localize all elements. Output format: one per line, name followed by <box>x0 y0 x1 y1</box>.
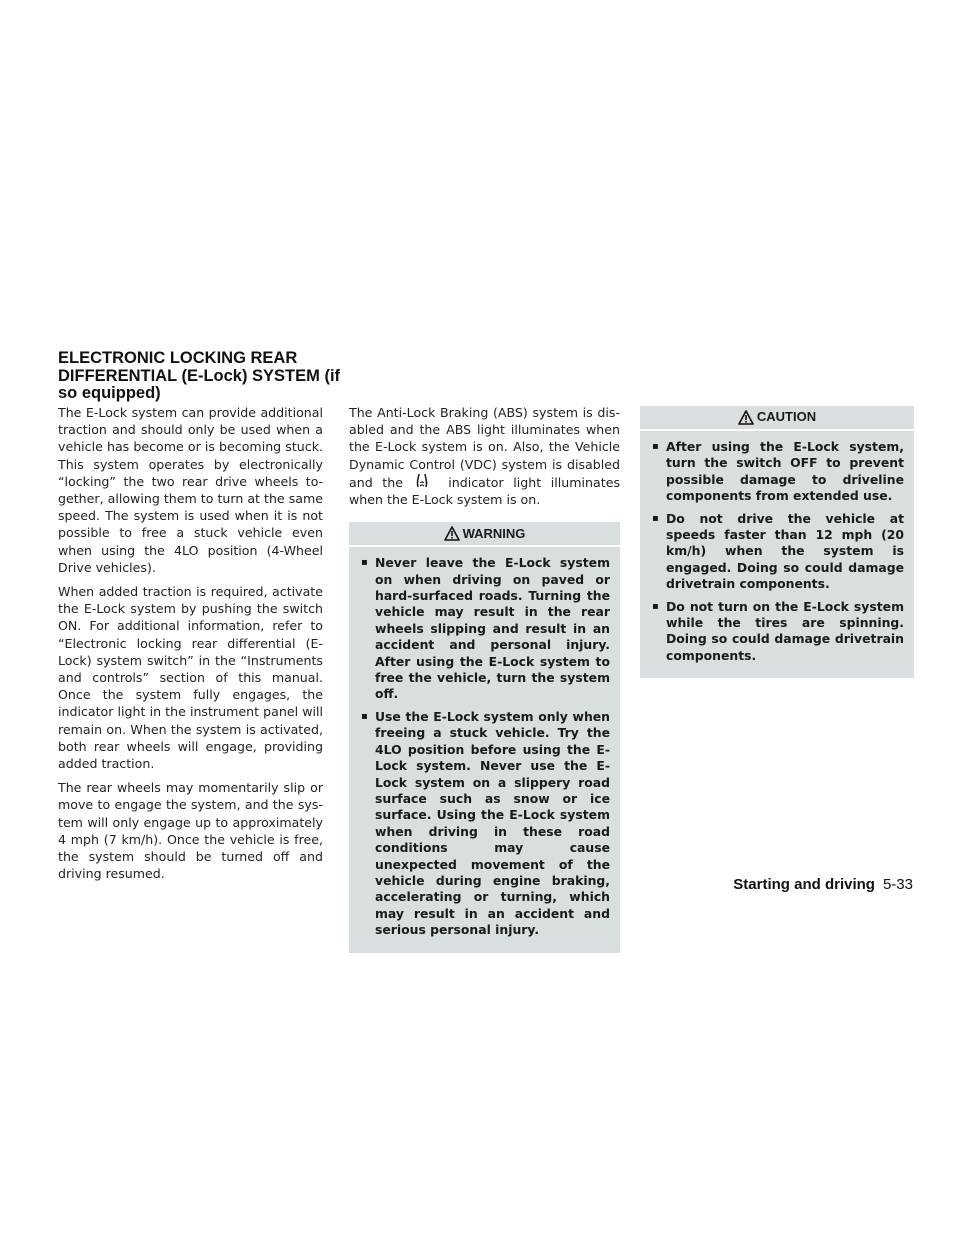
page-footer <box>733 876 913 893</box>
caution-icon <box>738 410 754 425</box>
footer-section-title: Starting and driving <box>733 876 875 893</box>
caution-box <box>640 406 914 678</box>
caution-item: ▪ Do not turn on the E-Lock system while the tires are spinning. Doing so could damage drivetrain components. <box>648 599 904 665</box>
column-right <box>640 406 914 678</box>
warning-icon <box>444 526 460 541</box>
warning-header <box>349 522 620 547</box>
paragraph-intro: The E-Lock system can provide additional traction and should only be used when a vehicle has become or is becoming stuck. This system operates by electronically “locking” the two rear drive wheels together, allowing them to turn at the same speed. The system is used when it is not possible to free a stuck vehicle even when using the 4LO position (4-Wheel Drive vehicles). <box>58 405 323 575</box>
column-left <box>58 404 323 889</box>
page-number: 5-33 <box>882 876 913 893</box>
caution-list <box>648 439 904 664</box>
paragraph-abs-vdc-end: indicator light illuminates when the E-Lock system is on. <box>349 474 620 508</box>
caution-title: CAUTION <box>756 409 817 425</box>
paragraph-wheel-slip: The rear wheels may momentarily slip or move to engage the system, and the system will only engage up to approximately 4 mph (7 km/h). Once the vehicle is free, the system should be turned off and driving resumed. <box>58 780 323 882</box>
warning-title: WARNING <box>462 525 526 541</box>
section-heading: ELECTRONIC LOCKING REAR DIFFERENTIAL (E-Lock) SYSTEM (if so equipped) <box>58 349 341 402</box>
paragraph-activation: When added traction is required, activate the E-Lock system by pushing the switch ON. For additional information, refer to “Electronic locking rear differential (E-Lock) system switch” in the “Instruments and controls” section of this manual. Once the system fully engages, the indicator light in the instrument panel will remain on. When the system is activated, both rear wheels will engage, providing added traction. <box>58 584 323 772</box>
warning-item: ▪ Use the E-Lock system only when freeing a stuck vehicle. Try the 4LO position before using the E-Lock system. Never use the E-Lock system on a slippery road surface such as snow or ice surface. Using the E-Lock system when driving in these road conditions may cause unexpected movement of the vehicle during engine braking, accelerating or turning, which may result in an accident and serious personal injury. <box>357 709 610 939</box>
caution-header <box>640 406 914 431</box>
vdc-off-indicator-icon <box>415 473 429 489</box>
paragraph-abs-vdc <box>349 404 620 508</box>
column-middle <box>349 404 620 953</box>
warning-box <box>349 522 620 952</box>
caution-item: ▪ Do not drive the vehicle at speeds faster than 12 mph (20 km/h) when the system is engaged. Doing so could damage drivetrain components. <box>648 511 904 593</box>
paragraph-abs-vdc-start: The Anti-Lock Braking (ABS) system is disabled and the ABS light illuminates when the E-Lock system is on. Also, the Vehicle Dynamic Control (VDC) system is disabled and the <box>349 405 620 490</box>
warning-list <box>357 555 610 938</box>
warning-item: ▪ Never leave the E-Lock system on when driving on paved or hard-surfaced roads. Turning the vehicle may result in the rear wheels slipping and result in an accident and personal injury. After using the E-Lock system to free the vehicle, turn the system off. <box>357 555 610 703</box>
caution-item: ▪ After using the E-Lock system, turn the switch OFF to prevent possible damage to driveline components from extended use. <box>648 439 904 505</box>
